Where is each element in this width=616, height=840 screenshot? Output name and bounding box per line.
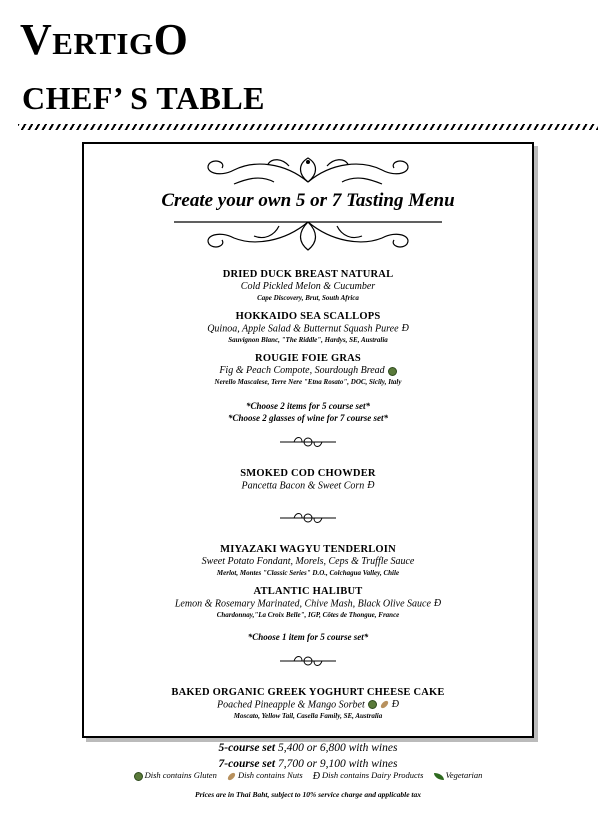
dish-name: BAKED ORGANIC GREEK YOGHURT CHEESE CAKE <box>171 686 445 698</box>
legend-nuts: Dish contains Nuts <box>227 770 303 780</box>
price-five-course: 5-course set 5,400 or 6,800 with wines <box>218 742 398 755</box>
dish-name: DRIED DUCK BREAST NATURAL <box>222 269 394 280</box>
brand-title: VertigO <box>20 15 189 64</box>
allergen-legend <box>0 770 616 782</box>
dish-description: Sweet Potato Fondant, Morels, Ceps & Truffle Sauce <box>201 555 415 567</box>
wine-pairing: Nerello Mascalese, Terre Nere "Etna Rosato", DOC, Sicily, Italy <box>214 378 402 387</box>
gluten-icon <box>134 772 143 781</box>
legend-vegetarian: Vegetarian <box>434 770 483 780</box>
dish-description: Lemon & Rosemary Marinated, Chive Mash, Black Olive Sauce Đ <box>174 597 442 609</box>
dish-name: ROUGIE FOIE GRAS <box>255 353 361 365</box>
menu-list <box>84 268 532 772</box>
dish-name: SMOKED COD CHOWDER <box>240 468 376 480</box>
selection-note: *Choose 2 items for 5 course set* <box>245 401 370 412</box>
brand-subtitle: CHEF’ S TABLE <box>22 80 265 116</box>
gluten-icon <box>368 700 377 709</box>
dish-name: MIYAZAKI WAGYU TENDERLOIN <box>220 543 396 555</box>
dish-item <box>84 467 532 492</box>
dish-item <box>84 352 532 387</box>
selection-note: *Choose 1 item for 5 course set* <box>247 631 369 642</box>
bottom-flourish-ornament <box>84 216 532 256</box>
gluten-icon <box>388 367 397 376</box>
top-flourish-ornament <box>84 152 532 186</box>
wine-pairing: Sauvignon Blanc, "The Riddle", Hardys, SE, Australia <box>228 336 388 345</box>
wine-pairing: Merlot, Montes "Classic Series" D.O., Colchagua Valley, Chile <box>216 568 400 577</box>
menu-heading: Create your own 5 or 7 Tasting Menu <box>161 190 455 211</box>
dish-name: HOKKAIDO SEA SCALLOPS <box>235 311 381 322</box>
flourish-divider <box>278 508 338 528</box>
dairy-icon: Đ <box>391 698 399 710</box>
flourish-divider <box>278 651 338 671</box>
dish-item <box>84 543 532 578</box>
dish-name: ATLANTIC HALIBUT <box>253 585 363 597</box>
price-footnote: Prices are in Thai Baht, subject to 10% service charge and applicable tax <box>194 790 422 799</box>
wine-pairing: Moscato, Yellow Tail, Casella Family, SE, Australia <box>233 712 383 721</box>
dairy-icon: Đ <box>367 480 375 492</box>
legend-gluten: Dish contains Gluten <box>134 770 217 780</box>
wine-pairing: Chardonnay,"La Croix Belle", IGP, Côtes de Thongue, France <box>216 610 400 619</box>
dish-item <box>84 585 532 620</box>
dairy-icon: Đ <box>433 597 442 609</box>
dish-description: Fig & Peach Compote, Sourdough Bread <box>84 365 532 377</box>
leaf-icon <box>434 773 444 780</box>
nut-icon <box>227 771 237 781</box>
flourish-divider <box>278 432 338 452</box>
wine-pairing: Cape Discovery, Brut, South Africa <box>257 294 359 302</box>
selection-note: *Choose 2 glasses of wine for 7 course set* <box>227 413 388 424</box>
dashed-divider <box>18 124 598 130</box>
dish-description: Cold Pickled Melon & Cucumber <box>240 281 376 292</box>
dairy-icon: Đ <box>312 770 321 782</box>
menu-card <box>82 142 534 771</box>
dish-description: Pancetta Bacon & Sweet Corn Đ <box>241 480 375 492</box>
nut-icon <box>379 700 389 710</box>
dish-description: Poached Pineapple & Mango Sorbet Đ <box>217 698 399 711</box>
dish-item <box>84 268 532 303</box>
dish-item <box>84 686 532 721</box>
brand-logo <box>20 15 189 64</box>
dairy-icon: Đ <box>401 323 409 334</box>
dish-item <box>84 310 532 345</box>
dish-description: Quinoa, Apple Salad & Butternut Squash Puree Đ <box>207 323 409 335</box>
legend-dairy: Đ Dish contains Dairy Products <box>312 770 424 782</box>
price-seven-course: 7-course set 7,700 or 9,100 with wines <box>218 758 398 771</box>
